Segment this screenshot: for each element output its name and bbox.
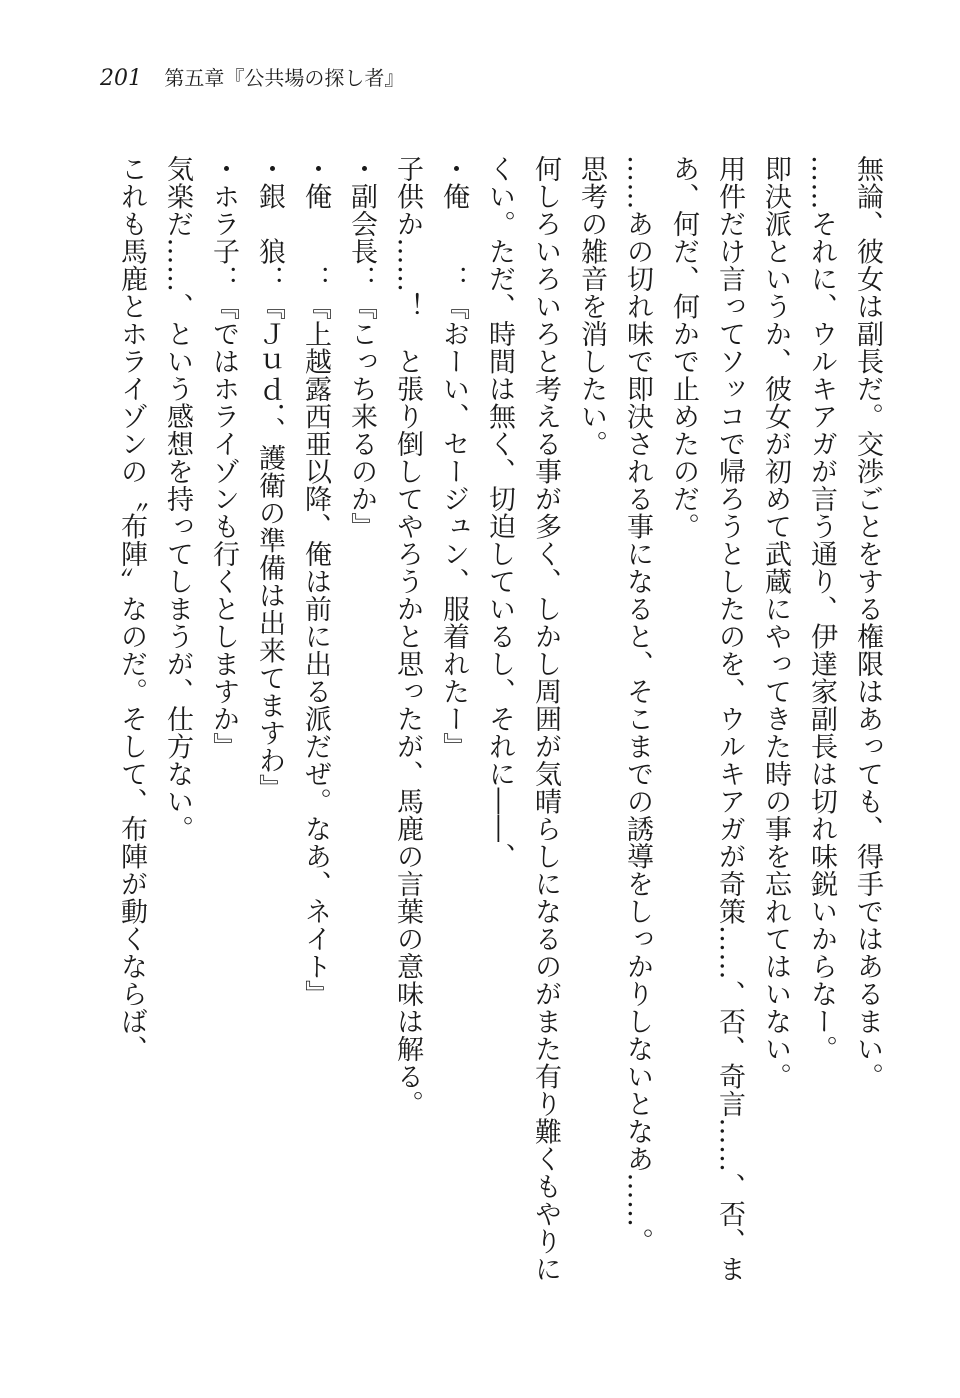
- page-header: [100, 66, 404, 91]
- text-line: くい。ただ、時間は無く、切迫しているし、それに――、: [484, 155, 515, 870]
- text-line: 思考の雑音を消したい。: [576, 155, 607, 458]
- vertical-body-text: [100, 155, 890, 1305]
- chapter-title: 第五章『公共場の探し者』: [164, 66, 405, 90]
- text-line: ……あの切れ味で即決される事になると、そこまでの誘導をしっかりしないとなあ……。: [622, 155, 653, 1255]
- text-line: 即決派というか、彼女が初めて武蔵にやってきた時の事を忘れてはいない。: [760, 155, 791, 1090]
- text-line: ・ホラ子：『ではホライゾンも行くとしますか』: [208, 155, 239, 760]
- text-line: 子供か……！ と張り倒してやろうかと思ったが、馬鹿の言葉の意味は解る。: [392, 155, 423, 1118]
- text-line: ・俺 ：『おーい、セージュン、服着れたー』: [438, 155, 469, 760]
- text-line: 気楽だ……、という感想を持ってしまうが、仕方ない。: [162, 155, 193, 843]
- text-line: ……それに、ウルキアガが言う通り、伊達家副長は切れ味鋭いからなー。: [806, 155, 837, 1063]
- text-line: ・俺 ：『上越露西亜以降、俺は前に出る派だぜ。なあ、ネイト』: [300, 155, 331, 1008]
- text-line: あ、何だ、何かで止めたのだ。: [668, 155, 699, 540]
- text-line: ・銀 狼：『Ｊｕｄ．、護衛の準備は出来てますわ』: [254, 155, 285, 802]
- text-line: これも馬鹿とホライゾンの〝布陣〟なのだ。そして、布陣が動くならば、: [116, 155, 147, 1063]
- text-line: 用件だけ言ってソッコで帰ろうとしたのを、ウルキアガが奇策……、否、奇言……、否、ま: [714, 155, 745, 1283]
- text-line: 無論、彼女は副長だ。交渉ごとをする権限はあっても、得手ではあるまい。: [852, 155, 883, 1090]
- text-line: 何しろいろいろと考える事が多く、しかし周囲が気晴らしになるのがまた有り難くもやりに: [530, 155, 561, 1283]
- text-line: ・副会長：『こっち来るのか』: [346, 155, 377, 540]
- page-number: 201: [100, 66, 142, 91]
